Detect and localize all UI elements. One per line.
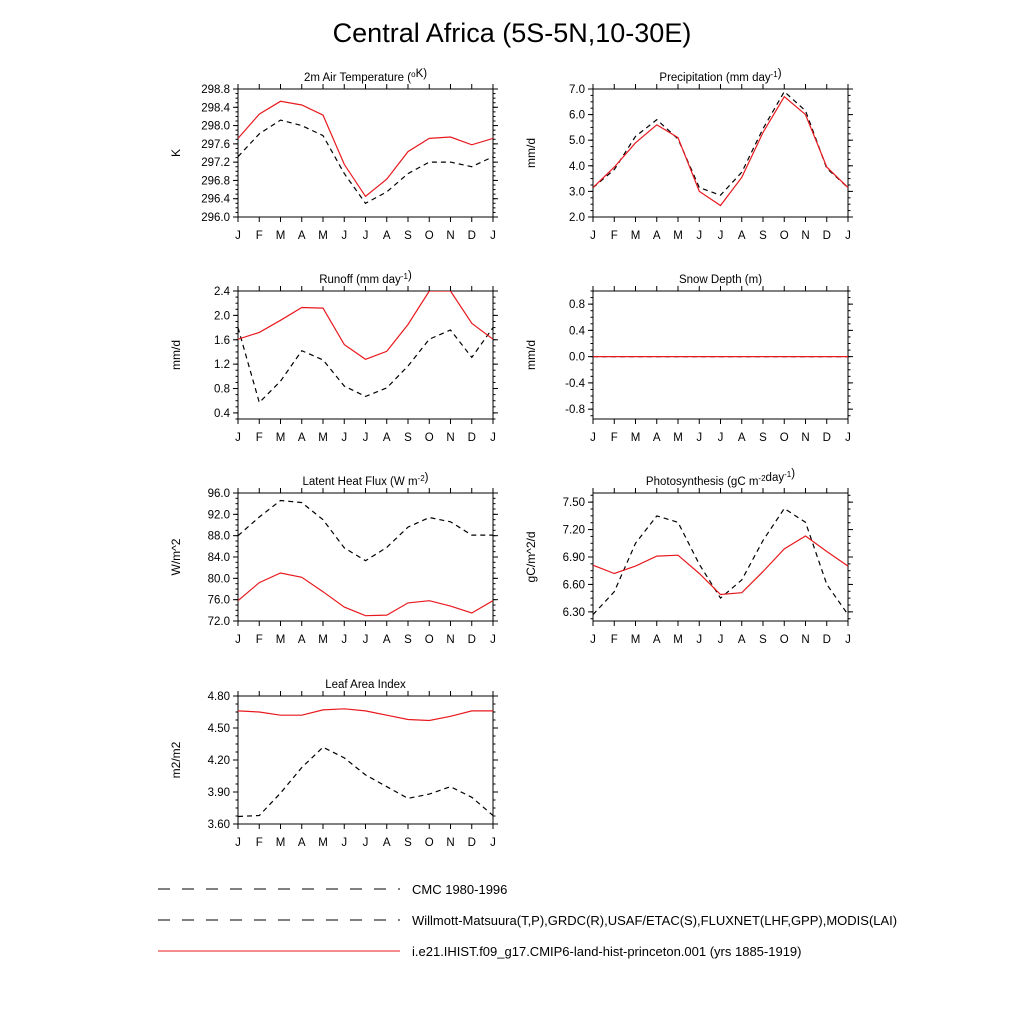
legend-label-obs: Willmott-Matsuura(T,P),GRDC(R),USAF/ETAC(S),FLUXNET(LHF,GPP),MODIS(LAI) xyxy=(412,913,898,928)
y-tick-label: 96.0 xyxy=(207,488,230,500)
x-tick-label: O xyxy=(424,230,434,242)
series-line-model xyxy=(593,97,848,206)
x-tick-label: J xyxy=(590,634,596,646)
x-tick-label: J xyxy=(490,230,496,242)
y-tick-label: 3.0 xyxy=(569,186,585,199)
x-tick-label: N xyxy=(446,230,455,242)
y-tick-label: 6.30 xyxy=(562,606,585,619)
x-tick-label: A xyxy=(737,230,746,242)
plot-frame xyxy=(238,493,493,621)
x-tick-label: S xyxy=(404,837,412,849)
x-tick-label: M xyxy=(630,230,641,242)
y-axis-label: mm/d xyxy=(524,340,538,370)
chart-panel xyxy=(169,472,498,646)
x-tick-label: N xyxy=(801,432,810,444)
x-tick-label: J xyxy=(845,634,851,646)
x-tick-label: D xyxy=(467,837,476,849)
y-axis-label: K xyxy=(169,148,183,158)
x-tick-label: J xyxy=(362,230,369,242)
chart-title: Snow Depth (m) xyxy=(678,274,763,286)
x-tick-label: M xyxy=(318,837,328,849)
x-tick-label: M xyxy=(318,230,328,242)
x-tick-label: J xyxy=(845,230,851,242)
x-tick-label: S xyxy=(759,634,767,646)
x-tick-label: D xyxy=(822,634,831,646)
x-tick-label: J xyxy=(341,432,348,444)
y-tick-label: 92.0 xyxy=(207,509,230,522)
y-tick-label: 296.4 xyxy=(201,193,230,206)
x-tick-label: M xyxy=(275,432,286,444)
x-tick-label: J xyxy=(362,634,369,646)
y-axis-label: gC/m^2/d xyxy=(524,531,538,583)
x-tick-label: N xyxy=(446,432,455,444)
x-tick-label: D xyxy=(822,230,831,242)
series-line-obs xyxy=(238,328,493,403)
y-tick-label: 3.90 xyxy=(207,787,230,799)
y-axis-label: m2/m2 xyxy=(169,741,183,779)
x-tick-label: M xyxy=(318,634,328,646)
y-tick-label: 76.0 xyxy=(207,594,230,607)
y-tick-label: 7.20 xyxy=(562,524,585,537)
chart-panel xyxy=(524,274,853,444)
series-line-model xyxy=(593,536,848,595)
x-tick-label: J xyxy=(696,432,703,444)
x-tick-label: A xyxy=(297,230,306,242)
x-tick-label: F xyxy=(255,634,263,646)
y-tick-label: -0.4 xyxy=(565,377,585,390)
x-tick-label: J xyxy=(341,230,348,242)
x-tick-label: J xyxy=(490,837,496,849)
y-tick-label: 84.0 xyxy=(207,552,230,564)
series-line-obs xyxy=(238,120,493,203)
y-tick-label: 7.50 xyxy=(562,497,585,510)
y-tick-label: 2.0 xyxy=(214,310,230,323)
x-tick-label: F xyxy=(610,634,618,646)
series-line-model xyxy=(238,101,493,196)
series-line-obs xyxy=(593,509,848,615)
x-tick-label: J xyxy=(341,837,348,849)
y-tick-label: 72.0 xyxy=(207,616,230,628)
x-tick-label: A xyxy=(297,432,306,444)
chart-title: Precipitation (mm day$^{-1}$) xyxy=(659,68,782,84)
x-tick-label: D xyxy=(822,432,831,444)
x-tick-label: M xyxy=(673,432,683,444)
x-tick-label: J xyxy=(845,432,851,444)
x-tick-label: A xyxy=(382,230,391,242)
series-line-obs xyxy=(593,92,848,196)
legend-label-cmc: CMC 1980-1996 xyxy=(412,882,508,897)
y-tick-label: 0.0 xyxy=(569,351,585,364)
x-tick-label: J xyxy=(696,230,703,242)
y-tick-label: 7.0 xyxy=(569,84,585,96)
x-tick-label: O xyxy=(779,634,789,646)
legend xyxy=(158,882,897,959)
x-tick-label: A xyxy=(652,230,661,242)
x-tick-label: M xyxy=(673,230,683,242)
chart-title: 2m Air Temperature ($^o$K) xyxy=(303,68,428,84)
y-tick-label: 88.0 xyxy=(207,530,230,543)
x-tick-label: M xyxy=(630,634,641,646)
x-tick-label: O xyxy=(779,230,789,242)
x-tick-label: J xyxy=(235,634,241,646)
y-axis-label: mm/d xyxy=(169,340,183,370)
x-tick-label: S xyxy=(404,432,412,444)
x-tick-label: S xyxy=(404,634,412,646)
legend-label-model: i.e21.IHIST.f09_g17.CMIP6-land-hist-princeton.001 (yrs 1885-1919) xyxy=(412,944,802,959)
y-tick-label: 6.0 xyxy=(569,109,585,122)
y-tick-label: 5.0 xyxy=(569,135,585,148)
x-tick-label: J xyxy=(235,432,241,444)
x-tick-label: J xyxy=(362,432,369,444)
x-tick-label: N xyxy=(801,230,810,242)
x-tick-label: J xyxy=(590,432,596,444)
x-tick-label: J xyxy=(235,230,241,242)
x-tick-label: J xyxy=(717,230,724,242)
y-tick-label: 6.60 xyxy=(562,579,585,592)
y-tick-label: 298.8 xyxy=(201,84,230,96)
x-tick-label: A xyxy=(737,432,746,444)
x-tick-label: M xyxy=(275,837,286,849)
y-tick-label: 4.50 xyxy=(207,723,230,735)
x-tick-label: F xyxy=(610,230,618,242)
x-tick-label: M xyxy=(318,432,328,444)
x-tick-label: N xyxy=(446,634,455,646)
x-tick-label: D xyxy=(467,230,476,242)
plot-frame xyxy=(593,493,848,621)
chart-panel xyxy=(169,270,498,444)
x-tick-label: S xyxy=(759,230,767,242)
series-line-model xyxy=(238,291,493,359)
y-tick-label: 2.4 xyxy=(214,286,230,298)
x-tick-label: J xyxy=(490,432,496,444)
x-tick-label: J xyxy=(717,432,724,444)
x-tick-label: S xyxy=(759,432,767,444)
x-tick-label: N xyxy=(446,837,455,849)
y-tick-label: 2.0 xyxy=(569,212,585,224)
plot-frame xyxy=(238,291,493,419)
x-tick-label: O xyxy=(424,634,434,646)
x-tick-label: A xyxy=(737,634,746,646)
plot-frame xyxy=(593,89,848,217)
x-tick-label: O xyxy=(424,432,434,444)
x-tick-label: D xyxy=(467,634,476,646)
x-tick-label: J xyxy=(341,634,348,646)
y-tick-label: 296.0 xyxy=(201,212,230,224)
y-tick-label: 298.4 xyxy=(201,102,230,115)
chart-title: Photosynthesis (gC $m^{-2}day^{-1}$) xyxy=(645,468,796,488)
x-tick-label: A xyxy=(297,634,306,646)
x-tick-label: A xyxy=(382,837,391,849)
x-tick-label: O xyxy=(424,837,434,849)
x-tick-label: M xyxy=(630,432,641,444)
x-tick-label: A xyxy=(297,837,306,849)
series-line-model xyxy=(238,573,493,616)
plot-frame xyxy=(238,89,493,217)
y-axis-label: mm/d xyxy=(524,138,538,168)
series-line-obs xyxy=(238,747,493,816)
x-tick-label: A xyxy=(652,432,661,444)
chart-title: Latent Heat Flux (W $m^{-2}$) xyxy=(302,472,429,488)
y-tick-label: 4.0 xyxy=(569,160,585,173)
y-tick-label: 6.90 xyxy=(562,552,585,564)
y-tick-label: 296.8 xyxy=(201,175,230,188)
y-tick-label: 4.80 xyxy=(207,691,230,703)
chart-panel xyxy=(169,68,498,242)
y-tick-label: 297.6 xyxy=(201,138,230,151)
x-tick-label: F xyxy=(255,837,263,849)
chart-title: Runoff (mm day$^{-1}$) xyxy=(319,270,412,286)
y-tick-label: 1.2 xyxy=(214,359,230,372)
x-tick-label: O xyxy=(779,432,789,444)
chart-panel xyxy=(524,68,853,242)
y-tick-label: 3.60 xyxy=(207,819,230,831)
x-tick-label: J xyxy=(362,837,369,849)
series-line-obs xyxy=(238,501,493,561)
x-tick-label: J xyxy=(590,230,596,242)
y-tick-label: 297.2 xyxy=(201,157,230,170)
x-tick-label: A xyxy=(652,634,661,646)
x-tick-label: A xyxy=(382,634,391,646)
series-line-model xyxy=(238,709,493,721)
x-tick-label: S xyxy=(404,230,412,242)
y-tick-label: 0.8 xyxy=(569,299,585,312)
y-axis-label: W/m^2 xyxy=(169,538,183,576)
y-tick-label: 0.4 xyxy=(569,325,585,338)
x-tick-label: D xyxy=(467,432,476,444)
chart-panel xyxy=(169,679,498,849)
x-tick-label: J xyxy=(717,634,724,646)
x-tick-label: J xyxy=(235,837,241,849)
x-tick-label: A xyxy=(382,432,391,444)
x-tick-label: F xyxy=(255,230,263,242)
y-tick-label: 0.8 xyxy=(214,383,230,396)
y-tick-label: 0.4 xyxy=(214,407,230,420)
chart-panel xyxy=(524,468,853,646)
x-tick-label: J xyxy=(490,634,496,646)
x-tick-label: M xyxy=(275,230,286,242)
x-tick-label: M xyxy=(275,634,286,646)
y-tick-label: -0.8 xyxy=(565,404,585,417)
plot-frame xyxy=(593,291,848,419)
page-title: Central Africa (5S-5N,10-30E) xyxy=(332,18,692,48)
y-tick-label: 80.0 xyxy=(207,573,230,586)
x-tick-label: M xyxy=(673,634,683,646)
x-tick-label: F xyxy=(255,432,263,444)
y-tick-label: 298.0 xyxy=(201,120,230,133)
y-tick-label: 1.6 xyxy=(214,334,230,347)
x-tick-label: N xyxy=(801,634,810,646)
x-tick-label: F xyxy=(610,432,618,444)
y-tick-label: 4.20 xyxy=(207,755,230,767)
chart-title: Leaf Area Index xyxy=(325,679,406,691)
x-tick-label: J xyxy=(696,634,703,646)
